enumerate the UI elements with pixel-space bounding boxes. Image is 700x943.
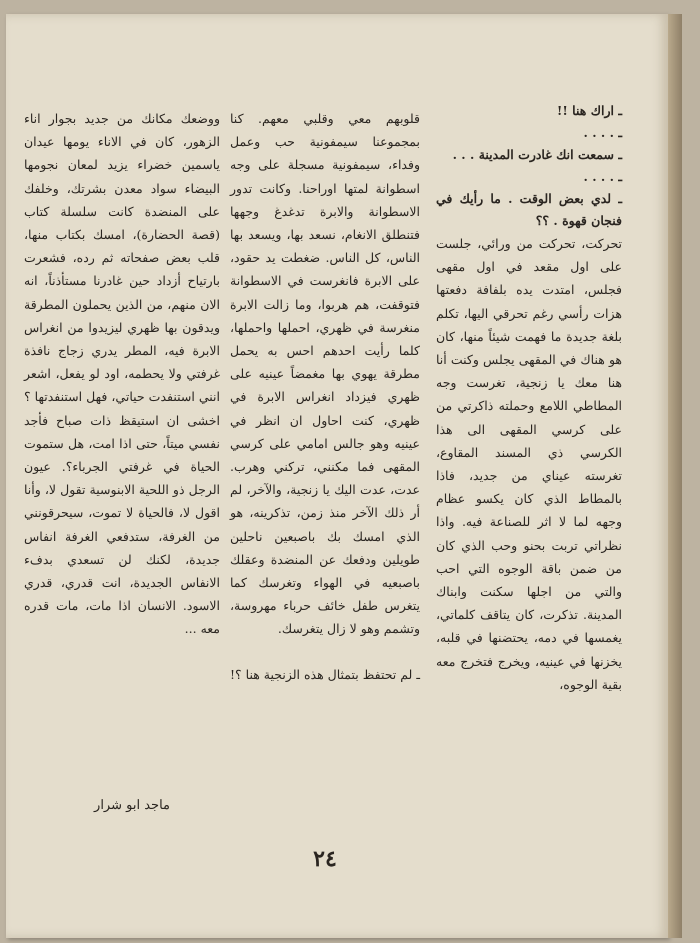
body-paragraph: قلوبهم معي وقلبي معهم. كنا بمجموعنا سيمفونية حب وعمل وفداء، سيمفونية مسجلة على وجه اسطوانة لمتها اوراحنا. وكانت تدور الاسطوانة والابرة تدغدغ وجهها فتنطلق الانغام، نسعد بها، ويسعد بها الناس، كل الناس. ضغطت يد حقود، على الابرة فانغرست في الاسطوانة فتوقفت، هم هربوا، وما زالت الابرة منغرسة في ظهري، احملها واحملها، كلما رأيت احدهم احس به يحمل مطرقة يهوي بها مغمضاً عينيه على ظهري فيزداد انغراس الابرة في ظهري، كنت احاول ان انظر في عينيه وهو جالس امامي على كرسي المقهى فما مكنني، تركني وهرب. عدت، عدت اليك يا زنجية، والآخر، لم أر ذلك الآخر منذ زمن، تذكرينه، هو الذي امسك بك باصبعين ناحلين طويلين ودفعك عن المنضدة وعقلك باصبعيه في الهواء وتغرسك كما يتغرس طفل خائف حرباء مهروسة، وتشمم وهو لا زال يتغرسك. bbox=[230, 111, 420, 637]
dialogue-line: ـ . . . . bbox=[583, 169, 622, 184]
body-paragraph: تحركت، تحركت من ورائي، جلست على اول مقعد في اول مقهى فجلس، امتدت يده بلفافة دفعتها هزات رأسي رغم تحرقي اليها، تكلم بلغة جديدة ما فهمت شيئاً منها، كان هو هناك في المقهى يجلس وكنت أنا هنا معك يا زنجية، تغرست وجه المطاطي اللامع وحملته ذاكرتي من على كرسي المقهى الى هذا الكرسي ذي المسند المقاوع، تغرسته عيناي من جديد، فاذا بالمطاط الذي كان يكسو عظام وجهه لما لا اثر للصناعة فيه. واذا نظراتي تربت بحنو وحب الذي كان من ضمن باقة الوجوه التي احب والتي من اجلها سكنت وابناك المدينة. تذكرت، كان يتاقف كلماتي، يغمسها في دمه، يحتضنها في قلبه، يخزنها في عينيه، ويخرج فتخرج معه بقية الوجوه، bbox=[436, 236, 622, 692]
dialogue-line: ـ لم تحتفظ بتمثال هذه الزنجية هنا ؟! bbox=[230, 666, 420, 682]
dialogue-line: ـ سمعت انك غادرت المدينة . . . bbox=[452, 147, 622, 162]
author-signature: ماجد ابو شرار bbox=[94, 798, 170, 813]
dialogue-line: ـ . . . . bbox=[583, 125, 622, 140]
body-paragraph: ووضعك مكانك من جديد بجوار اناء الزهور، كان في الاناء يومها عيدان ياسمين خضراء يزيد لمعان نجومها البيضاء سواد معدن بشرتك، وخلفك على المنضدة كانت سلسلة كتاب (قصة الحضارة)، امسك بكتاب منها، قلب بعض صفحاته ثم رده، فشعرت بارتياح أزداد حين غادرنا مستأذناً، انه الان منهم، من الذين يحملون المطرقة ويدقون بها ظهري ليزيدوا من انغراس الابرة فيه، المطر يدري زجاج نافذة غرفتي ولا يحطمه، اود لو يفعل، اشعر انني استنفدت حياتي، فهل استنفدتها ؟ اخشى ان استيقظ ذات صباح فأجد نفسي ميتاً، حتى اذا امت، هل ستموت الحياة في غرفتي الجرباء؟. عيون الرجل ذو اللحية الابنوسية تقول لا، وأنا اقول لا، فالحياة لا تموت، سيحرقونني من الغرفة، ستدفعي الغرفة انفاس جديدة، لكنك لن تسعدي بدفء الانفاس الجديدة، انت قدري، قدري الاسود. الانسان اذا مات، مات قدره معه ... bbox=[24, 111, 220, 637]
dialogue-line: ـ لدي بعض الوقت . ما رأيك في فنجان قهوة . ؟؟ bbox=[436, 191, 622, 228]
binding-edge bbox=[668, 14, 682, 938]
left-column bbox=[24, 107, 220, 641]
dialogue-line: ـ اراك هنا !! bbox=[556, 103, 622, 118]
right-column bbox=[436, 100, 622, 696]
middle-column bbox=[230, 107, 420, 686]
page-number: ٢٤ bbox=[313, 846, 337, 872]
